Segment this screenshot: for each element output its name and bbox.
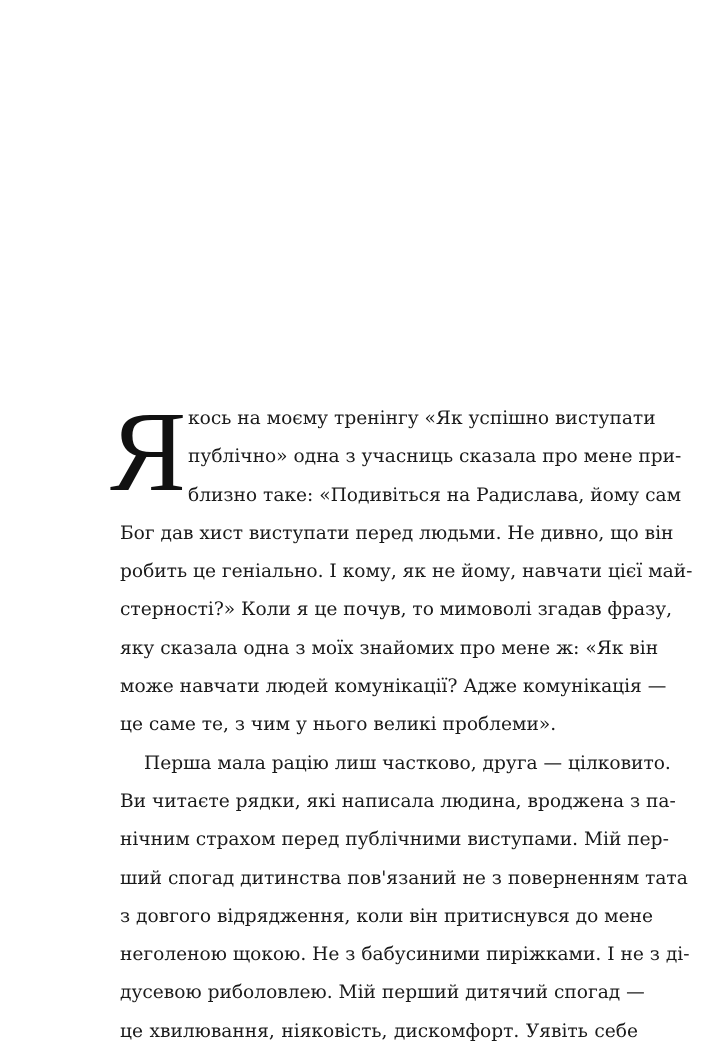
paragraph-1 bbox=[120, 400, 693, 745]
text-line: це хвилювання, ніяковість, дискомфорт. Уявіть себе bbox=[120, 1020, 638, 1042]
text-line: нічним страхом перед публічними виступами. Мій пер- bbox=[120, 829, 669, 851]
text-line: може навчати людей комунікації? Адже комунікація — bbox=[120, 676, 667, 698]
text-line: кось на моєму тренінгу «Як успішно виступати bbox=[188, 408, 656, 429]
text-line: неголеною щокою. Не з бабусиними пиріжками. І не з ді- bbox=[120, 944, 690, 966]
text-block bbox=[110, 388, 693, 1051]
text-line: стерності?» Коли я це почув, то мимоволі згадав фразу, bbox=[120, 599, 673, 621]
text-line: Ви читаєте рядки, які написала людина, вроджена з па- bbox=[120, 790, 676, 812]
text-line: ший спогад дитинства пов'язаний не з поверненням тата bbox=[120, 867, 688, 889]
text-line: публічно» одна з учасниць сказала про мене при- bbox=[188, 446, 682, 468]
text-line: яку сказала одна з моїх знайомих про мене ж: «Як він bbox=[120, 637, 659, 659]
text-line: це саме те, з чим у нього великі проблеми». bbox=[120, 714, 557, 736]
drop-cap: Я bbox=[110, 388, 187, 515]
text-line: робить це геніально. І кому, як не йому, навчати цієї май- bbox=[120, 561, 693, 583]
text-line: дусевою риболовлею. Мій перший дитячий спогад — bbox=[120, 982, 645, 1004]
text-line: близно таке: «Подивіться на Радислава, йому сам bbox=[188, 484, 682, 506]
paragraph-2 bbox=[120, 745, 690, 1051]
text-line: з довгого відрядження, коли він притиснувся до мене bbox=[120, 905, 654, 927]
text-line: Бог дав хист виступати перед людьми. Не дивно, що він bbox=[120, 522, 674, 544]
text-line: Перша мала рацію лиш частково, друга — цілковито. bbox=[144, 752, 671, 774]
